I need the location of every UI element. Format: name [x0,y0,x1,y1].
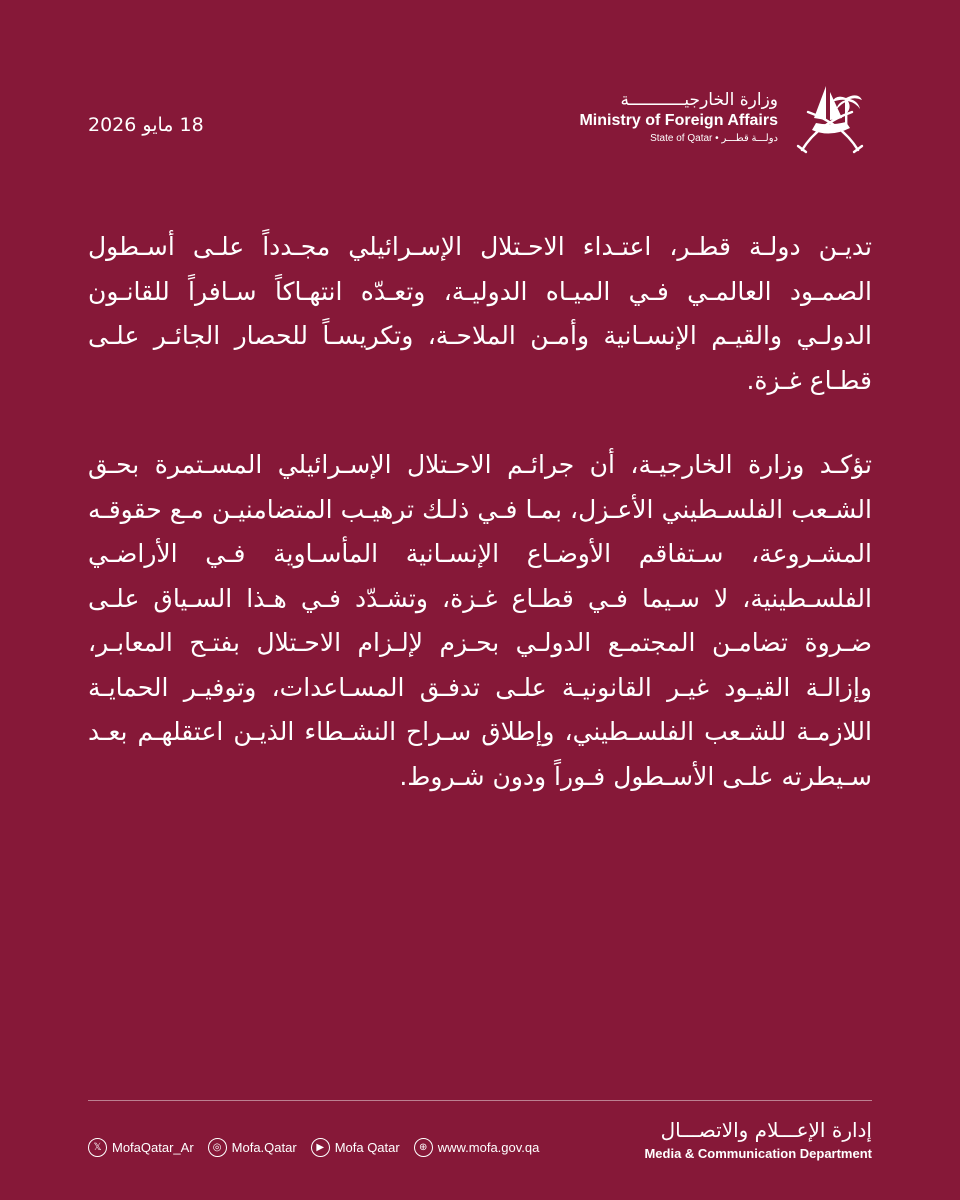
statement-paragraph-2: تؤكـد وزارة الخارجيـة، أن جرائـم الاحـتلال الإسـرائيلي المسـتمرة بحـق الشـعب الفلسـطيني الأعـزل، بمـا فـي ذلـك ترهيـب المتضامنيـن مـع حقوقـه المشـروعة، سـتفاقم الأوضـاع الإنسـانية المأسـاوية فـي الأراضـي الفلسـطينية، لا سـيما فـي قطـاع غـزة، وتشـدّد فـي هـذا السـياق علـى ضـروة تضامـن المجتمـع الدولـي بحـزم لإلـزام الاحـتلال بفتـح المعابـر، وإزالـة القيـود غيـر القانونيـة علـى تدفـق المسـاعدات، وتوفيـر الحمايـة اللازمـة للشـعب الفلسـطيني، وإطلاق سـراح النشـطاء الذيـن اعتقلهـم بعـد سـيطرته علـى الأسـطول فـوراً ودون شـروط. [88,450,872,791]
ministry-logo [579,76,872,160]
website-link[interactable] [414,1138,540,1157]
logo-state-name: State of Qatar • دولـــة قطـــر [650,133,778,144]
qatar-emblem-icon [788,76,872,160]
instagram-icon: ◎ [208,1138,227,1157]
social-link-x[interactable] [88,1138,194,1157]
x-icon: 𝕏 [88,1138,107,1157]
social-link-label: Mofa.Qatar [231,1140,297,1155]
social-link-youtube[interactable] [311,1138,400,1157]
logo-arabic-name: وزارة الخارجيـــــــــــة [620,90,778,110]
logo-english-name: Ministry of Foreign Affairs [579,112,778,129]
department-name [644,1116,872,1164]
social-link-label: Mofa Qatar [334,1140,400,1155]
social-links [88,1138,539,1157]
social-link-label: MofaQatar_Ar [112,1140,194,1155]
department-english: Media & Communication Department [644,1146,872,1161]
department-arabic: إدارة الإعـــلام والاتصـــال [660,1118,872,1142]
social-link-instagram[interactable] [208,1138,297,1157]
website-link-label: www.mofa.gov.qa [437,1140,540,1155]
footer-divider [88,1100,872,1101]
date: 18 مايو 2026 [88,114,204,136]
youtube-icon: ▶ [311,1138,330,1157]
globe-icon: ⊕ [414,1138,433,1157]
statement-body [88,225,872,839]
statement-paragraph-1: تديـن دولـة قطـر، اعتـداء الاحـتلال الإسـرائيلي مجـدداً علـى أسـطول الصمـود العالمـي فـي الميـاه الدوليـة، وتعـدّه انتهـاكاً سـافراً للقانـون الدولـي والقيـم الإنسـانية وأمـن الملاحـة، وتكريسـاً للحصار الجائـر علـى قطـاع غـزة. [88,232,872,395]
